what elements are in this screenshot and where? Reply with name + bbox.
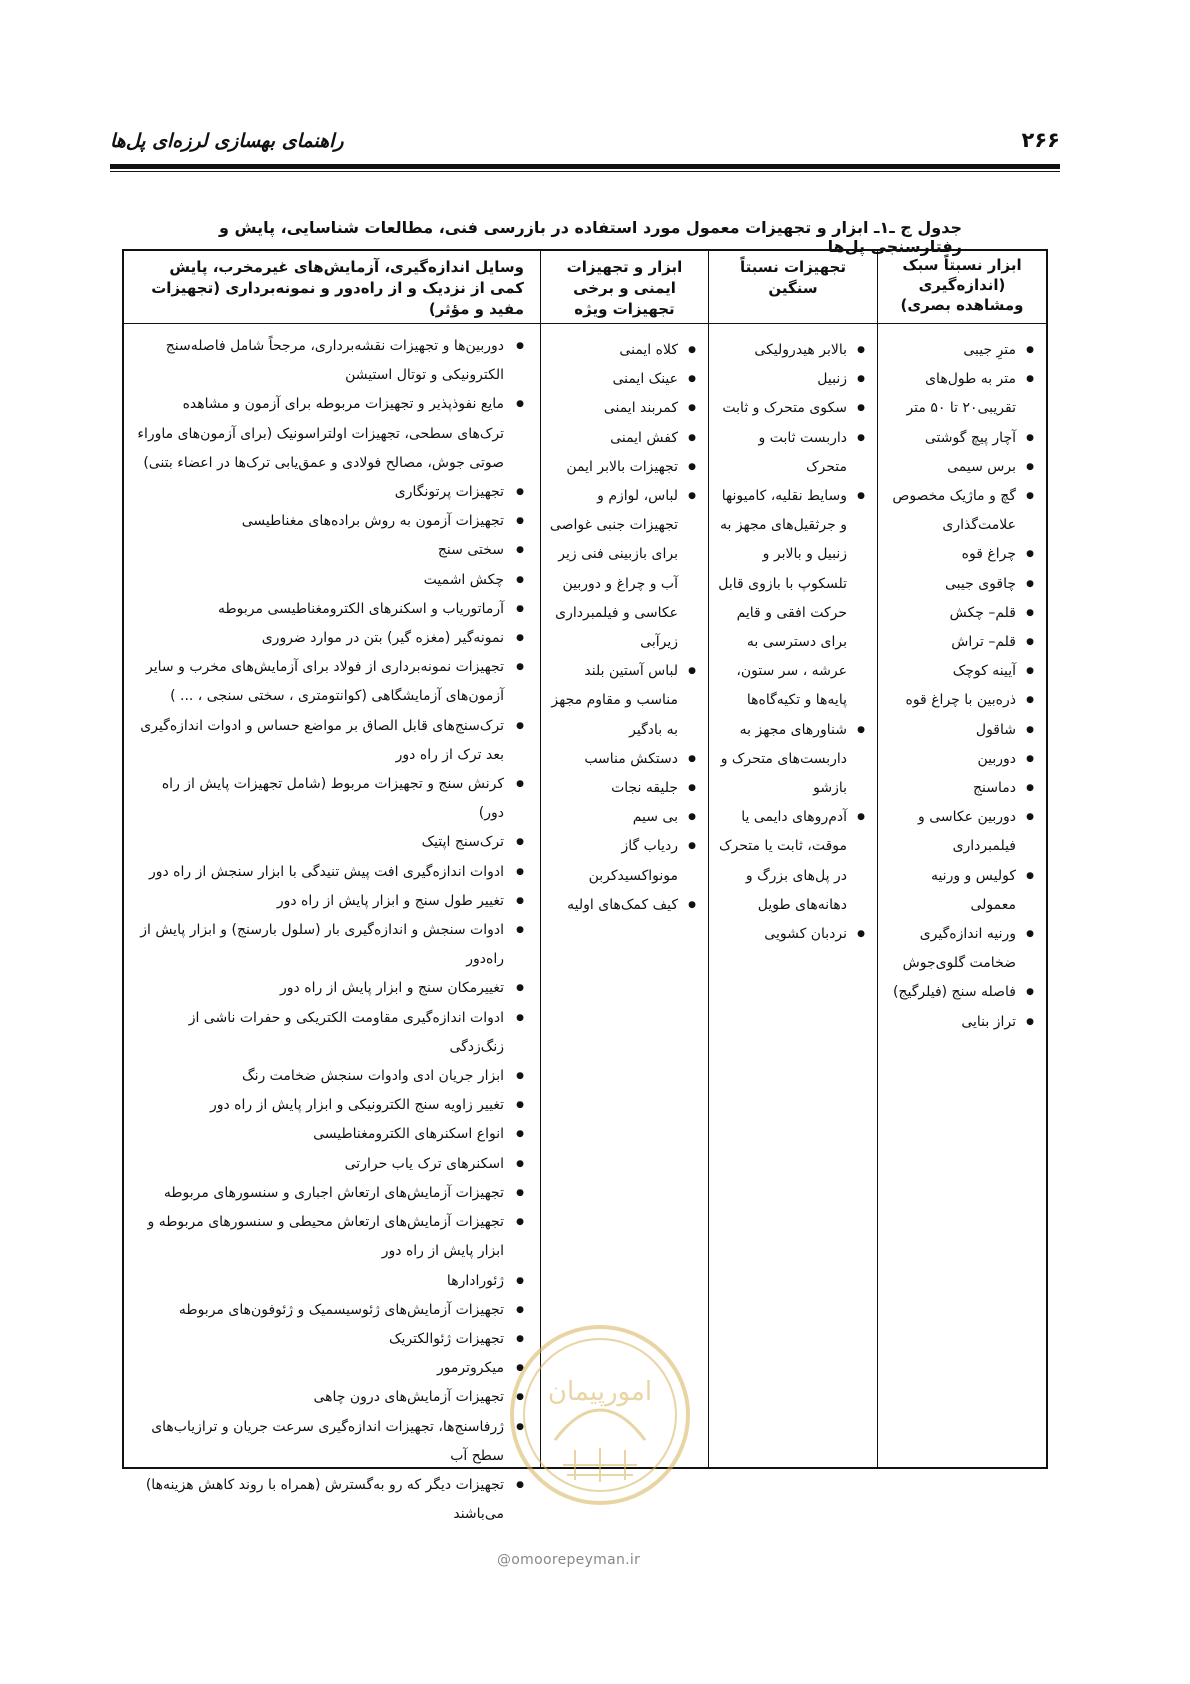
list-item: ● ذره‌بین با چراغ قوه xyxy=(884,686,1038,715)
item-list xyxy=(715,336,869,949)
list-item: ● گچ و ماژیک مخصوص علامت‌گذاری xyxy=(884,482,1038,540)
list-item: ● مایع نفوذپذیر و تجهیزات مربوطه برای آزمون و مشاهده ترک‌های سطحی، تجهیزات اولتراسونیک (برای آزمون‌های ماوراء صوتی جوش، مصالح فولادی و عمق‌یابی ترک‌ها در اعضاء بتنی) xyxy=(136,390,528,478)
list-item: ● فاصله سنج (فیلرگیج) xyxy=(884,978,1038,1007)
list-item: ● تغییر طول سنج و ابزار پایش از راه دور xyxy=(136,887,528,916)
list-item: ● عینک ایمنی xyxy=(547,365,700,394)
list-item: ● نمونه‌گیر (مغزه گیر) بتن در موارد ضروری xyxy=(136,624,528,653)
list-item: ● ردیاب گاز مونواکسیدکربن xyxy=(547,832,700,890)
column-header: تجهیزات نسبتاً سنگین xyxy=(709,251,877,324)
list-item: ● ژرفاسنج‌ها، تجهیزات اندازه‌گیری سرعت جریان و ترازیاب‌های سطح آب xyxy=(136,1413,528,1471)
list-item: ● چراغ قوه xyxy=(884,540,1038,569)
list-item: ● ادوات سنجش و اندازه‌گیری بار (سلول بارسنج) و ابزار پایش از راه‌دور xyxy=(136,916,528,974)
list-item: ● بی سیم xyxy=(547,803,700,832)
list-item: ● تجهیزات آزمایش‌های ارتعاش اجباری و سنسورهای مربوطه xyxy=(136,1179,528,1208)
list-item: ● داربست ثابت و متحرک xyxy=(715,424,869,482)
list-item: ● دوربین‌ها و تجهیزات نقشه‌برداری، مرجحاً شامل فاصله‌سنج الکترونیکی و توتال استیشن xyxy=(136,332,528,390)
list-item: ● شناورهای مجهز به داربست‌های متحرک و بازشو xyxy=(715,716,869,804)
book-title: راهنمای بهسازی لرزه‌ای پل‌ها xyxy=(110,130,344,152)
watermark-url: @omoorepeyman.ir xyxy=(497,1552,641,1568)
list-item: ● قلم– چکش xyxy=(884,599,1038,628)
list-item: ● چاقوی جیبی xyxy=(884,570,1038,599)
column-header: ابزار نسبتاً سبک (اندازه‌گیری ومشاهده بصری) xyxy=(878,251,1046,324)
list-item: ● اسکنرهای ترک یاب حرارتی xyxy=(136,1150,528,1179)
column-header: وسایل اندازه‌گیری، آزمایش‌های غیرمخرب، پایش کمی از نزدیک و از راه‌دور و نمونه‌برداری (تجهیزات مفید و مؤثر) xyxy=(124,251,540,324)
list-item: ● آچار پیچ گوشتی xyxy=(884,424,1038,453)
list-item: ● تجهیزات ژئوالکتریک xyxy=(136,1325,528,1354)
list-item: ● تجهیزات نمونه‌برداری از فولاد برای آزمایش‌های مخرب و سایر آزمون‌های آزمایشگاهی (کوانتومتری ، سختی سنجی ، ... ) xyxy=(136,653,528,711)
column-header: ابزار و تجهیزات ایمنی و برخی تجهیزات ویژه xyxy=(541,251,708,324)
list-item: ● نردبان کشویی xyxy=(715,920,869,949)
equipment-table xyxy=(122,249,1048,1523)
column-light-tools xyxy=(878,251,1046,1467)
list-item: ● کلاه ایمنی xyxy=(547,336,700,365)
list-item: ● تجهیزات بالابر ایمن xyxy=(547,453,700,482)
list-item: ● ورنیه اندازه‌گیری ضخامت گلوی‌جوش xyxy=(884,920,1038,978)
watermark-logo xyxy=(505,1320,695,1510)
item-list xyxy=(136,332,528,1529)
list-item: ● لباس آستین بلند مناسب و مقاوم مجهز به بادگیر xyxy=(547,657,700,745)
list-item: ● کولیس و ورنیه معمولی xyxy=(884,862,1038,920)
list-item: ● انواع اسکنرهای الکترومغناطیسی xyxy=(136,1120,528,1149)
list-item: ● آدم‌روهای دایمی یا موقت، ثابت یا متحرک در پل‌های بزرگ و دهانه‌های طویل xyxy=(715,803,869,920)
list-item: ● ژئورادارها xyxy=(136,1267,528,1296)
page-header xyxy=(110,128,1060,162)
list-item: ● تجهیزات آزمایش‌های ارتعاش محیطی و سنسورهای مربوطه و ابزار پایش از راه دور xyxy=(136,1208,528,1266)
watermark-text: امورپیمان xyxy=(547,1377,653,1407)
list-item: ● دماسنج xyxy=(884,774,1038,803)
list-item: ● کمربند ایمنی xyxy=(547,394,700,423)
list-item: ● دوربین xyxy=(884,745,1038,774)
list-item: ● تراز بنایی xyxy=(884,1008,1038,1037)
list-item: ● ترک‌سنج‌های قابل الصاق بر مواضع حساس و ادوات اندازه‌گیری بعد ترک از راه دور xyxy=(136,712,528,770)
list-item: ● سختی سنج xyxy=(136,536,528,565)
list-item: ● ادوات اندازه‌گیری مقاومت الکتریکی و حفرات ناشی از زنگ‌زدگی xyxy=(136,1004,528,1062)
list-item: ● قلم– تراش xyxy=(884,628,1038,657)
list-item: ● سکوی متحرک و ثابت xyxy=(715,394,869,423)
item-list xyxy=(547,336,700,920)
list-item: ● تغییر زاویه سنج الکترونیکی و ابزار پایش از راه دور xyxy=(136,1091,528,1120)
list-item: ● زنبیل xyxy=(715,365,869,394)
column-heavy-equipment xyxy=(709,251,878,1467)
list-item: ● تجهیزات آزمایش‌های ژئوسیسمیک و ژئوفون‌های مربوطه xyxy=(136,1296,528,1325)
list-item: ● کرنش سنج و تجهیزات مربوط (شامل تجهیزات پایش از راه دور) xyxy=(136,770,528,828)
list-item: ● ابزار جریان ادی وادوات سنجش ضخامت رنگ xyxy=(136,1062,528,1091)
list-item: ● چکش اشمیت xyxy=(136,566,528,595)
list-item: ● تجهیزات دیگر که رو به‌گسترش (همراه با روند کاهش هزینه‌ها) می‌باشند xyxy=(136,1471,528,1529)
list-item: ● برس سیمی xyxy=(884,453,1038,482)
list-item: ● کیف کمک‌های اولیه xyxy=(547,891,700,920)
list-item: ● لباس، لوازم و تجهیزات جنبی غواصی برای بازبینی فنی زیر آب و چراغ و دوربین عکاسی و فیلمبرداری زیرآبی xyxy=(547,482,700,657)
list-item: ● ترک‌سنج اپتیک xyxy=(136,828,528,857)
list-item: ● دوربین عکاسی و فیلمبرداری xyxy=(884,803,1038,861)
list-item: ● مترِ جیبی xyxy=(884,336,1038,365)
list-item: ● تجهیزات آزمون به روش براده‌های مغناطیسی xyxy=(136,507,528,536)
table-caption: جدول ج ـ۱ـ ابزار و تجهیزات معمول مورد استفاده در بازرسی فنی، مطالعات شناسایی، پایش و رفتارسنجی پل‌ها xyxy=(218,218,962,256)
column-safety-equipment xyxy=(541,251,709,1467)
list-item: ● جلیقه نجات xyxy=(547,774,700,803)
list-item: ● تجهیزات پرتونگاری xyxy=(136,478,528,507)
list-item: ● تغییرمکان سنج و ابزار پایش از راه دور xyxy=(136,974,528,1003)
page-number: ۲۶۶ xyxy=(1021,128,1060,152)
list-item: ● آرماتوریاب و اسکنرهای الکترومغناطیسی مربوطه xyxy=(136,595,528,624)
list-item: ● کفش ایمنی xyxy=(547,424,700,453)
list-item: ● متر به طول‌های تقریبی۲۰ تا ۵۰ متر xyxy=(884,365,1038,423)
list-item: ● شاقول xyxy=(884,716,1038,745)
list-item: ● دستکش مناسب xyxy=(547,745,700,774)
list-item: ● بالابر هیدرولیکی xyxy=(715,336,869,365)
header-rule xyxy=(110,164,1060,169)
list-item: ● وسایط نقلیه، کامیونها و جرثقیل‌های مجهز به زنبیل و بالابر و تلسکوپ با بازوی قابل حرکت افقی و قایم برای دسترسی به عرشه ، سر ستون، پایه‌ها و تکیه‌گاه‌ها xyxy=(715,482,869,716)
header-rule-thin xyxy=(110,171,1060,172)
item-list xyxy=(884,336,1038,1037)
column-measurement-ndt xyxy=(124,251,541,1523)
list-item: ● میکروترمور xyxy=(136,1354,528,1383)
list-item: ● آیینه کوچک xyxy=(884,657,1038,686)
list-item: ● ادوات اندازه‌گیری افت پیش تنیدگی با ابزار سنجش از راه دور xyxy=(136,858,528,887)
list-item: ● تجهیزات آزمایش‌های درون چاهی xyxy=(136,1383,528,1412)
